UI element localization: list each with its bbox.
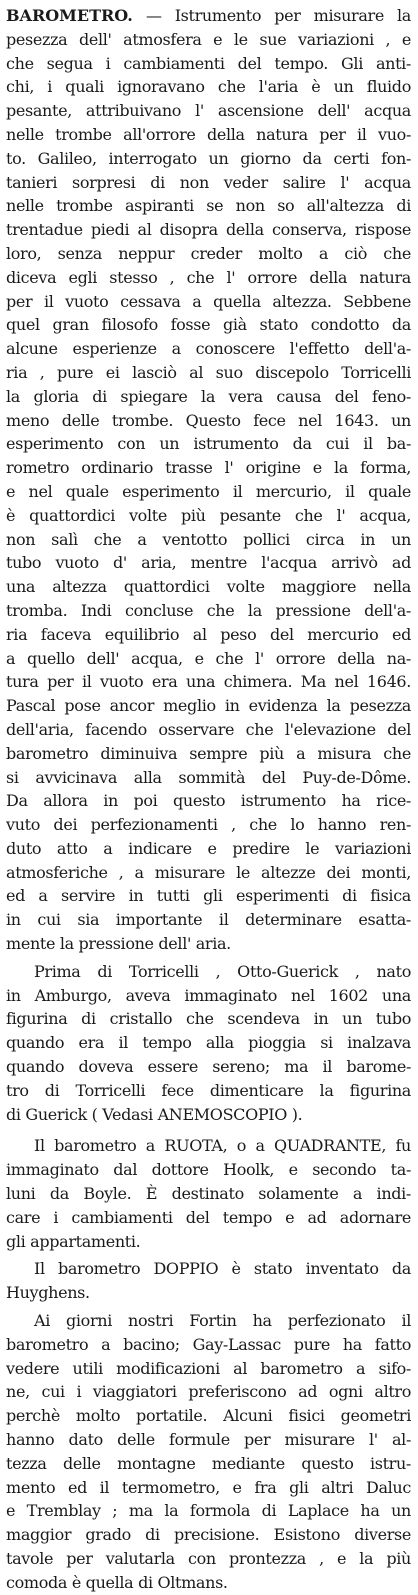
article-line: Pascal pose ancor meglio in evidenza la pesezza xyxy=(6,696,411,716)
paragraph-fortin xyxy=(6,1333,411,1571)
article-line: quando doveva essere sereno; ma il barome- xyxy=(6,1057,411,1077)
article-line: tanieri sorpresi di non veder salire l' acqua xyxy=(6,172,411,192)
article-line: Il barometro a RUOTA, o a QUADRANTE, fu xyxy=(34,1136,411,1156)
article-line: comoda è quella di Oltmans. xyxy=(6,1572,228,1592)
article-intro: — Istrumento per misurare la xyxy=(132,6,411,25)
article-line: per il vuoto cessava a quella altezza. Sebbene xyxy=(6,291,411,311)
article-line: di Guerick ( Vedasi ANEMOSCOPIO ). xyxy=(6,1104,303,1124)
article-line: mento ed il termometro, e fra gli altri Daluc xyxy=(6,1477,411,1497)
article-line: e nel quale esperimento il mercurio, il quale xyxy=(6,481,411,501)
article-line: to. Galileo, interrogato un giorno da certi fon- xyxy=(6,148,411,168)
article-line: tavole per valutarla con prontezza , e la più xyxy=(6,1549,411,1568)
article-line: a quello dell' acqua, e che l' orrore della na- xyxy=(6,648,411,668)
article-line: e Tremblay ; ma la formola di Laplace ha un xyxy=(6,1501,411,1521)
article-line: tromba. Indi concluse che la pressione dell'a- xyxy=(6,600,411,620)
article-line: dell'aria, facendo osservare che l'elevazione del xyxy=(6,719,411,739)
article-line: loro, senza neppur creder molto a ciò che xyxy=(6,243,411,263)
article-line: maggior grado di precisione. Esistono diverse xyxy=(6,1525,411,1545)
article-line: è quattordici volte più pesante che l' acqua, xyxy=(6,505,411,525)
article-line: Ai giorni nostri Fortin ha perfezionato il xyxy=(34,1311,411,1331)
article-line: quel gran filosofo fosse già stato condotto da xyxy=(6,315,411,335)
article-headword: BAROMETRO. xyxy=(6,6,133,25)
article-line: pesante, attribuivano l' ascensione dell' acqua xyxy=(6,101,411,121)
article-line: pesezza dell' atmosfera e le sue variazioni , e xyxy=(6,29,411,49)
article-line: ed a servire in tutti gli esperimenti di fisica xyxy=(6,886,411,906)
article-line: vedere utili modificazioni al barometro a sifo- xyxy=(6,1358,411,1378)
article-line: diceva egli stesso , che l' orrore della natura xyxy=(6,267,411,287)
article-line: vuto dei perfezionamenti , che lo hanno ren- xyxy=(6,815,411,835)
article-line xyxy=(6,4,411,28)
article-line: nelle trombe aspiranti se non so all'altezza di xyxy=(6,196,411,216)
article-line: tubo vuoto d' aria, mentre l'acqua arrivò ad xyxy=(6,553,411,573)
article-line: immaginato dal dottore Hoolk, e secondo ta- xyxy=(6,1160,411,1180)
article-line: nelle trombe all'orrore della natura per il vuo- xyxy=(6,124,411,144)
article-line: barometro a bacino; Gay-Lassac pure ha fatto xyxy=(6,1334,411,1354)
article-line: una altezza quattordici volte maggiore nella xyxy=(6,577,411,597)
article-line: alcune esperienze a conoscere l'effetto dell'a- xyxy=(6,339,411,359)
article-line: non salì che a ventotto pollici circa in un xyxy=(6,529,411,549)
article-line: chi, i quali ignoravano che l'aria è un fluido xyxy=(6,77,411,97)
article-line: Da allora in poi questo istrumento ha rice- xyxy=(6,791,411,811)
article-line: barometro diminuiva sempre più a misura che xyxy=(6,743,411,763)
article-line: Prima di Torricelli , Otto-Guerick , nato xyxy=(34,961,411,981)
article-line: mente la pressione dell' aria. xyxy=(6,934,231,954)
article-line: figurina di cristallo che scendeva in un tubo xyxy=(6,1009,411,1029)
paragraph-guerick xyxy=(6,984,411,1103)
article-line: ria , pure ei lasciò al suo discepolo Torricelli xyxy=(6,362,411,382)
article-line: tro di Torricelli fece dimenticare la figurina xyxy=(6,1080,411,1100)
article-line: Huyghens. xyxy=(6,1283,90,1303)
article-line: gli appartamenti. xyxy=(6,1231,141,1251)
paragraph-barometro-history xyxy=(6,28,411,932)
document-page xyxy=(6,4,411,1595)
article-line: tezza delle montagne mediante questo istru- xyxy=(6,1453,411,1473)
article-line: duto atto a indicare e predire le variazioni xyxy=(6,838,411,858)
article-line: Il barometro DOPPIO è stato inventato da xyxy=(34,1259,411,1279)
article-line: che segua i cambiamenti del tempo. Gli anti- xyxy=(6,53,411,73)
paragraph-ruota xyxy=(6,1158,411,1229)
article-line: in cui sia importante il determinare esatta- xyxy=(6,910,411,930)
article-line: hanno dato delle formule per misurare l' al- xyxy=(6,1430,411,1450)
article-line: meno delle trombe. Questo fece nel 1643. un xyxy=(6,410,411,430)
article-line: esperimento con un istrumento da cui il ba- xyxy=(6,434,411,454)
article-line: tura per il vuoto era una chimera. Ma nel 1646. xyxy=(6,672,411,692)
article-line: ne, cui i viaggiatori preferiscono ad ogni altro xyxy=(6,1382,411,1402)
article-line: care i cambiamenti del tempo e ad adornare xyxy=(6,1207,411,1227)
article-line: la gloria di spiegare la vera causa del feno- xyxy=(6,386,411,406)
article-line: rometro ordinario trasse l' origine e la forma, xyxy=(6,458,411,478)
article-line: ria faceva equilibrio al peso del mercurio ed xyxy=(6,624,411,644)
article-line: si avvicinava alla sommità del Puy-de-Dôme. xyxy=(6,767,411,787)
article-line: perchè molto portatile. Alcuni fisici geometri xyxy=(6,1406,411,1426)
article-line: luni da Boyle. È destinato solamente a indi- xyxy=(6,1184,411,1204)
article-line: trentadue piedi al disopra della conserva, rispose xyxy=(6,220,411,240)
article-line: atmosferiche , a misurare le altezze dei monti, xyxy=(6,862,411,882)
article-line: in Amburgo, aveva immaginato nel 1602 una xyxy=(6,985,411,1005)
article-line: quando era il tempo alla pioggia si inalzava xyxy=(6,1033,411,1053)
